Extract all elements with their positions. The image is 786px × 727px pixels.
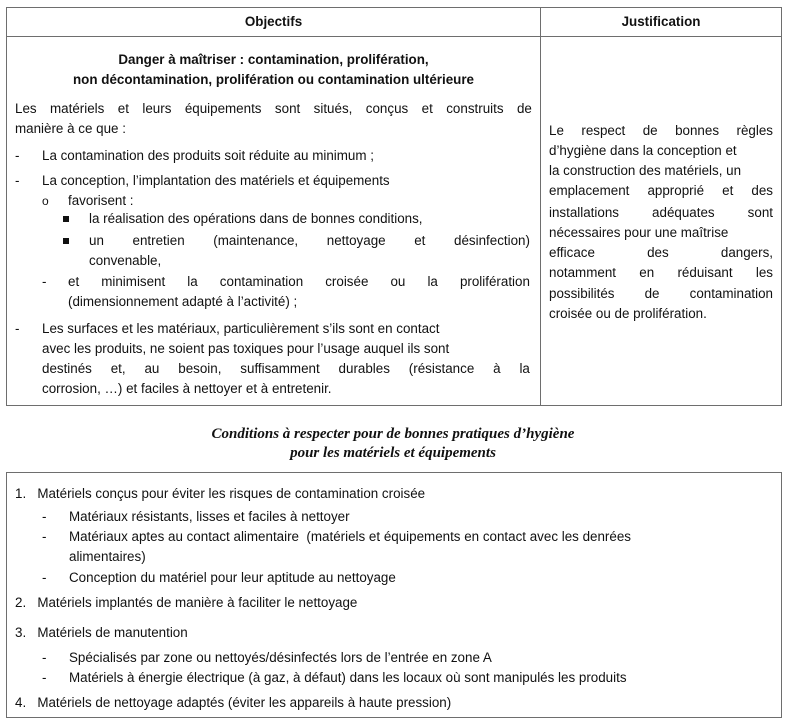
surfaces-line-4: corrosion, …) et faciles à nettoyer et à entretenir. [42,381,332,396]
surfaces-line-1: Les surfaces et les matériaux, particulièrement s’ils sont en contact [42,321,440,336]
condition-item-3: 3. Matériels de manutention [15,625,188,640]
justification-line-4: emplacement approprié et des [549,183,773,198]
column-divider [540,8,541,405]
dash-marker: - [15,148,20,163]
minimisent-line-1: et minimisent la contamination croisée ou la prolifération [68,274,530,289]
dash-marker: - [42,570,47,585]
justification-line-2: d’hygiène dans la conception et [549,143,737,158]
condition-1-sub-1: Matériaux résistants, lisses et faciles à nettoyer [69,509,350,524]
justification-line-10: croisée ou de prolifération. [549,306,707,321]
dash-marker: - [42,529,47,544]
square-bullet-icon [63,216,69,222]
condition-item-2: 2. Matériels implantés de manière à faciliter le nettoyage [15,595,358,610]
justification-line-7: efficace des dangers, [549,245,773,260]
circle-bullet-icon: o [42,194,49,208]
condition-3-sub-1: Spécialisés par zone ou nettoyés/désinfectés lors de l’entrée en zone A [69,650,492,665]
dash-marker: - [42,509,47,524]
danger-line-2: non décontamination, prolifération ou contamination ultérieure [73,72,474,87]
intro-line-2: manière à ce que : [15,121,126,136]
dash-marker: - [42,650,47,665]
condition-1-sub-2: Matériaux aptes au contact alimentaire (matériels et équipements en contact avec les denrées [69,529,631,544]
header-objectifs: Objectifs [244,14,303,29]
sub-item-entretien-cont: convenable, [89,253,162,268]
condition-item-4: 4. Matériels de nettoyage adaptés (éviter les appareils à haute pression) [15,695,452,710]
danger-title [7,50,540,90]
sub-item-operations: la réalisation des opérations dans de bonnes conditions, [89,211,423,226]
justification-line-3: la construction des matériels, un [549,163,742,178]
justification-line-6: nécessaires pour une maîtrise [549,225,729,240]
sub-item-entretien: un entretien (maintenance, nettoyage et désinfection) [89,233,530,248]
condition-3-sub-2: Matériels à énergie électrique (à gaz, à défaut) dans les locaux où sont manipulés les produits [69,670,627,685]
minimisent-line-2: (dimensionnement adapté à l’activité) ; [68,294,298,309]
justification-line-8: notamment en réduisant les [549,265,773,280]
bullet-contamination: La contamination des produits soit réduite au minimum ; [42,148,374,163]
condition-1-sub-3: Conception du matériel pour leur aptitude au nettoyage [69,570,396,585]
danger-line-1: Danger à maîtriser : contamination, prolifération, [118,52,429,67]
conditions-box [6,472,782,718]
dash-marker: - [42,670,47,685]
intro-line-1: Les matériels et leurs équipements sont situés, conçus et construits de [15,101,532,116]
square-bullet-icon [63,238,69,244]
favorisent-label: favorisent : [68,193,134,208]
conditions-heading [0,425,786,463]
justification-line-9: possibilités de contamination [549,286,773,301]
surfaces-line-3: destinés et, au besoin, suffisamment durables (résistance à la [42,361,530,376]
objectives-table [6,7,782,406]
header-divider [7,36,781,37]
justification-line-1: Le respect de bonnes règles [549,123,773,138]
dash-marker: - [42,274,47,289]
dash-marker: - [15,173,20,188]
header-justification: Justification [621,14,701,29]
bullet-conception: La conception, l’implantation des matériels et équipements [42,173,390,188]
justification-line-5: installations adéquates sont [549,205,773,220]
condition-1-sub-2-cont: alimentaires) [69,549,146,564]
condition-item-1: 1. Matériels conçus pour éviter les risques de contamination croisée [15,486,426,501]
dash-marker: - [15,321,20,336]
surfaces-line-2: avec les produits, ne soient pas toxiques pour l’usage auquel ils sont [42,341,450,356]
conditions-heading-line-2: pour les matériels et équipements [290,445,496,461]
conditions-heading-line-1: Conditions à respecter pour de bonnes pratiques d’hygiène [211,426,575,442]
